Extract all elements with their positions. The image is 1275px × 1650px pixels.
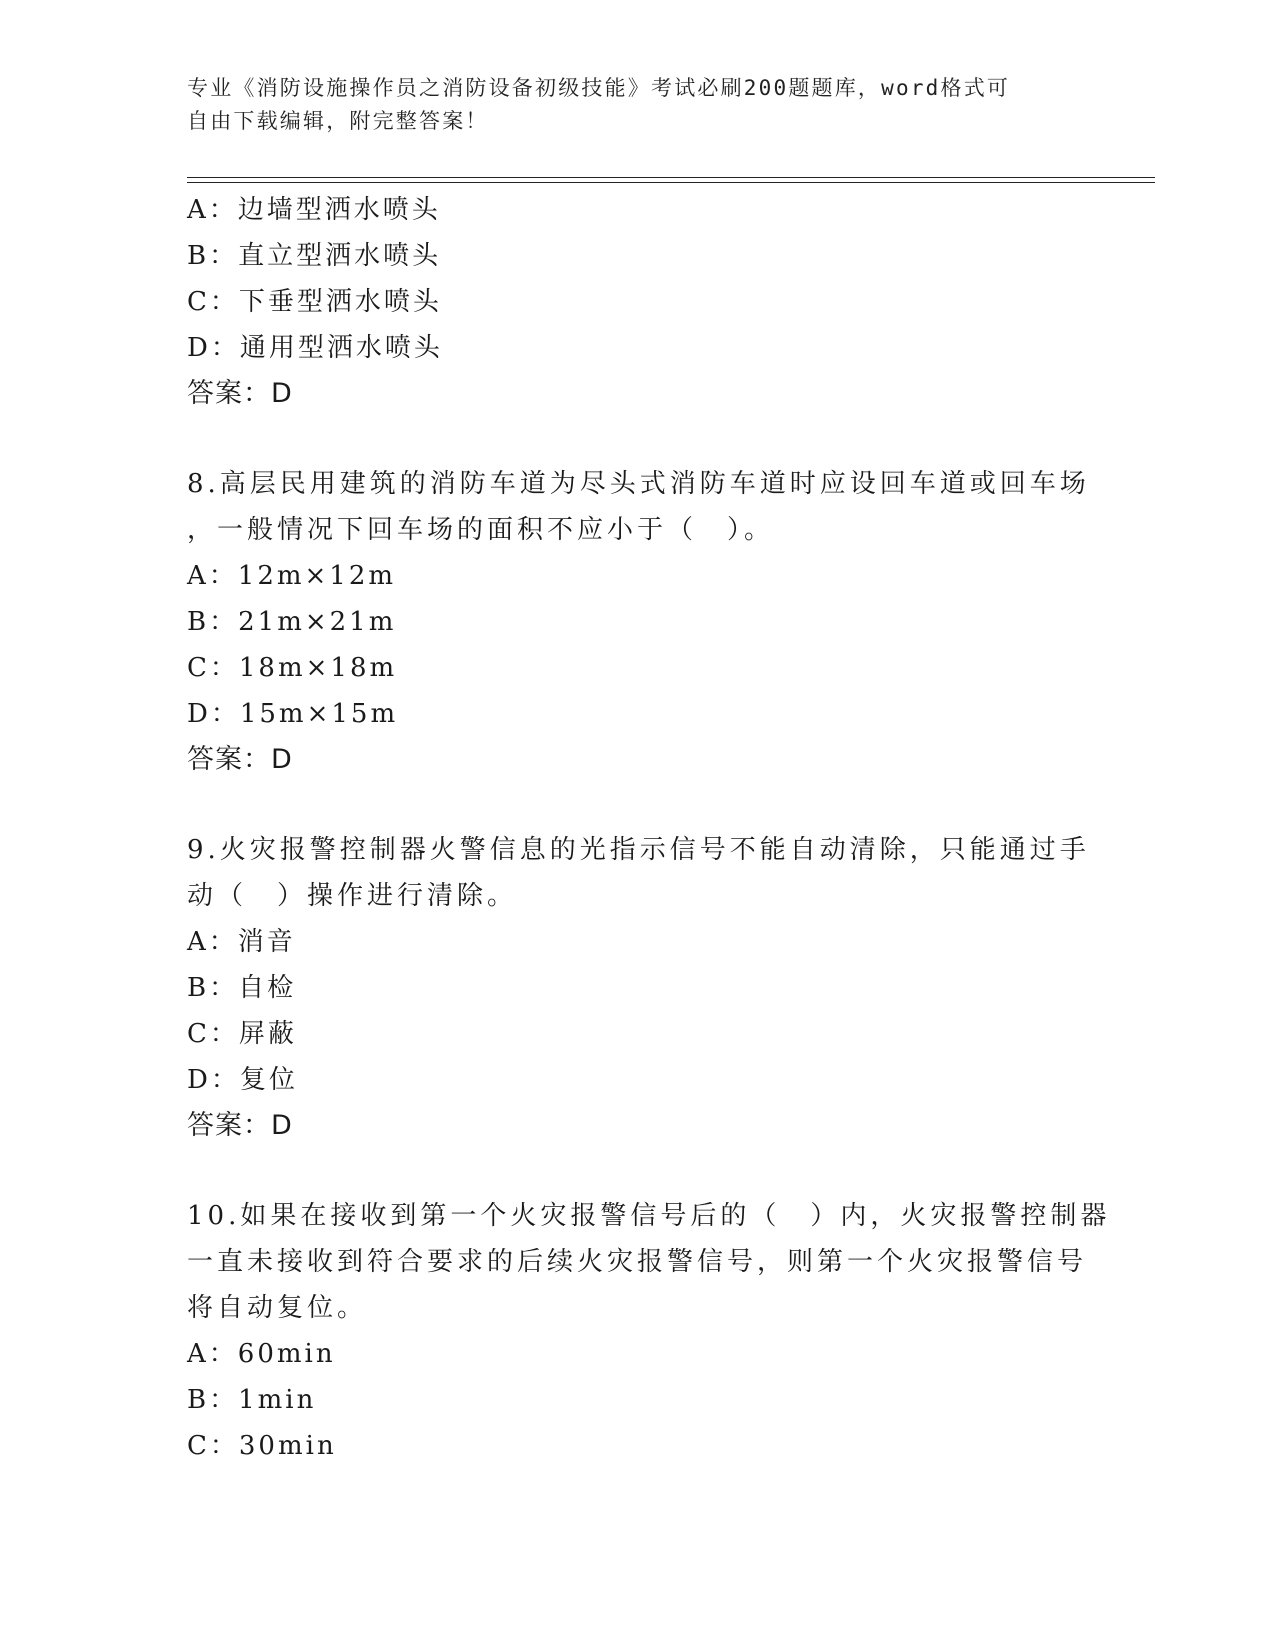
question-line: 10.如果在接收到第一个火灾报警信号后的（ ）内，火灾报警控制器	[187, 1201, 1111, 1231]
option-b: B：21m×21m	[187, 607, 397, 637]
header-line-2: 自由下载编辑，附完整答案！	[187, 109, 489, 133]
option-d: D：通用型洒水喷头	[187, 333, 443, 363]
option-b: B：1min	[187, 1385, 317, 1415]
question-line: ，一般情况下回车场的面积不应小于（ ）。	[187, 515, 775, 545]
option-d: D：15m×15m	[187, 699, 399, 729]
option-c: C：18m×18m	[187, 653, 398, 683]
question-list	[187, 187, 1111, 1469]
question-text	[187, 1193, 1111, 1331]
question-line: 将自动复位。	[187, 1293, 368, 1323]
option-a: A：60min	[187, 1339, 336, 1369]
option-a: A：消音	[187, 927, 296, 957]
option-a: A：边墙型洒水喷头	[187, 195, 441, 225]
question-line: 9.火灾报警控制器火警信息的光指示信号不能自动清除，只能通过手	[187, 835, 1090, 865]
option-c: C：30min	[187, 1431, 337, 1461]
header-divider-top	[187, 177, 1155, 178]
answer: 答案：D	[187, 744, 293, 775]
answer: 答案：D	[187, 1110, 293, 1141]
page-header	[187, 72, 1087, 138]
option-a: A：12m×12m	[187, 561, 397, 591]
question-text	[187, 827, 1090, 919]
question-7	[187, 187, 1087, 417]
question-line: 动（ ）操作进行清除。	[187, 881, 518, 911]
header-line-1: 专业《消防设施操作员之消防设备初级技能》考试必刷200题题库，word格式可	[187, 76, 1011, 100]
header-divider-bottom	[187, 182, 1155, 183]
question-9	[187, 827, 1090, 1149]
question-text	[187, 461, 1090, 553]
option-c: C：下垂型洒水喷头	[187, 287, 442, 317]
question-10	[187, 1193, 1111, 1469]
question-8	[187, 461, 1090, 783]
question-line: 一直未接收到符合要求的后续火灾报警信号，则第一个火灾报警信号	[187, 1247, 1088, 1277]
question-line: 8.高层民用建筑的消防车道为尽头式消防车道时应设回车道或回车场	[187, 469, 1090, 499]
option-b: B：直立型洒水喷头	[187, 241, 442, 271]
option-d: D：复位	[187, 1065, 298, 1095]
answer: 答案：D	[187, 378, 293, 409]
option-c: C：屏蔽	[187, 1019, 297, 1049]
option-b: B：自检	[187, 973, 297, 1003]
